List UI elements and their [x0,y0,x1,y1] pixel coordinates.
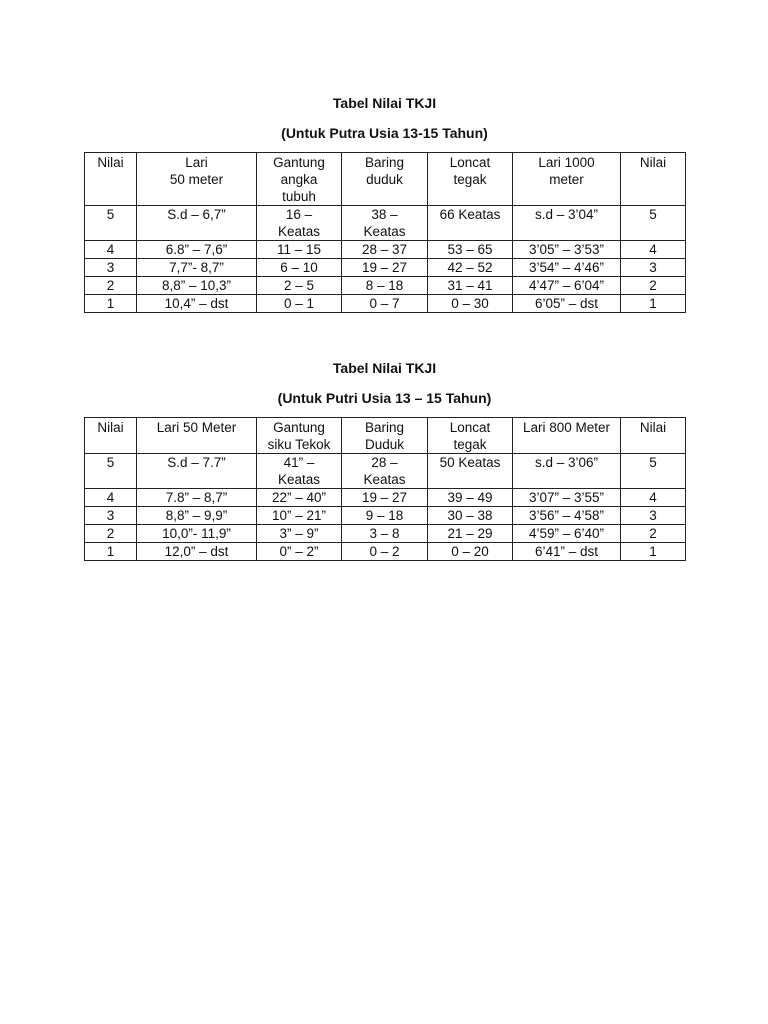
cell-text: 50 Keatas [439,455,501,470]
cell-text: tegak [453,172,487,187]
table-cell [85,454,137,489]
column-header [513,153,621,206]
table-cell [428,525,513,543]
table-cell [428,259,513,277]
column-header [85,418,137,454]
table-cell [137,507,257,525]
cell-text: 3 [649,260,657,275]
column-header [621,153,686,206]
table-header [85,418,686,454]
header-row [85,153,686,206]
cell-text: 4 [106,490,115,505]
cell-text: 11 – 15 [276,242,322,257]
column-header [428,153,513,206]
cell-text: 3’05” – 3’53” [528,242,605,257]
table-cell [137,277,257,295]
cell-text: 4 [649,242,657,257]
cell-text: 5 [649,455,657,470]
table-body [85,454,686,561]
table-row [85,507,686,525]
cell-text: 3” – 9” [279,526,319,541]
cell-text: Keatas [363,224,406,239]
table-cell [428,543,513,561]
cell-text: Baring [364,155,405,170]
cell-text: 10,4” – dst [164,296,229,311]
table-cell [513,507,621,525]
cell-text: 19 – 27 [361,260,408,275]
table-cell [137,489,257,507]
column-header [342,153,428,206]
cell-text: 9 – 18 [365,508,404,523]
cell-text: 1 [106,296,115,311]
cell-text: 42 – 52 [447,260,493,275]
cell-text: Nilai [639,420,667,435]
table-cell [85,525,137,543]
table-cell [513,454,621,489]
cell-text: duduk [366,172,403,187]
cell-text: s.d – 3’06” [534,455,599,470]
table-row [85,241,686,259]
table-cell [513,241,621,259]
table-cell [621,277,686,295]
column-header [257,153,342,206]
table-cell [257,489,342,507]
table-cell [137,206,257,241]
column-header [85,153,137,206]
cell-text: 1 [649,296,657,311]
cell-text: 1 [106,544,115,559]
cell-text: 2 [649,278,657,293]
table-cell [513,277,621,295]
cell-text: 0 – 30 [451,296,489,311]
column-header [137,153,257,206]
table-cell [342,295,428,313]
table-cell [257,543,342,561]
column-header [428,418,513,454]
table-cell [342,206,428,241]
table-cell [621,206,686,241]
table-cell [342,454,428,489]
table-cell [513,206,621,241]
cell-text: 7.8” – 8,7” [165,490,228,505]
cell-text: 1 [649,544,657,559]
cell-text: s.d – 3’04” [534,207,599,222]
putri-table-section [84,360,685,561]
table-cell [257,241,342,259]
cell-text: 6’05” – dst [534,296,599,311]
column-header [342,418,428,454]
table-cell [621,241,686,259]
table-cell [342,241,428,259]
cell-text: 5 [649,207,657,222]
table-cell [428,489,513,507]
table-cell [621,543,686,561]
column-header [137,418,257,454]
table-cell [137,525,257,543]
cell-text: Gantung [273,155,325,170]
table-body [85,206,686,313]
cell-text: 3 [106,508,115,523]
table-cell [137,259,257,277]
table-cell [85,277,137,295]
cell-text: 28 – 37 [361,242,408,257]
cell-text: 31 – 41 [447,278,493,293]
cell-text: 19 – 27 [361,490,408,505]
cell-text: 5 [106,207,115,222]
table-cell [342,489,428,507]
cell-text: S.d – 6,7” [167,207,226,222]
cell-text: 0” – 2” [279,544,319,559]
table-header [85,153,686,206]
cell-text: tubuh [282,189,316,204]
cell-text: Keatas [363,472,406,487]
cell-text: 3 [649,508,657,523]
table-cell [85,206,137,241]
cell-text: tegak [453,437,487,452]
table-cell [342,259,428,277]
table-subtitle: (Untuk Putra Usia 13-15 Tahun) [281,125,488,141]
table-row [85,277,686,295]
table-cell [621,259,686,277]
cell-text: 2 [649,526,657,541]
cell-text: S.d – 7.7” [167,455,226,470]
cell-text: Keatas [277,224,321,239]
cell-text: 6.8” – 7,6” [165,242,228,257]
table-title: Tabel Nilai TKJI [332,360,437,376]
cell-text: 0 – 1 [283,296,315,311]
table-cell [257,507,342,525]
cell-text: 39 – 49 [447,490,493,505]
table-subtitle: (Untuk Putri Usia 13 – 15 Tahun) [277,390,492,406]
cell-text: 4 [106,242,115,257]
cell-text: Lari 1000 [538,155,595,170]
table-cell [621,489,686,507]
cell-text: 4 [649,490,657,505]
cell-text: Baring [364,420,405,435]
cell-text: 7,7”- 8,7” [169,260,224,275]
cell-text: 0 – 20 [451,544,489,559]
table-cell [428,507,513,525]
table-cell [137,454,257,489]
score-table-putra [84,152,686,313]
table-cell [428,206,513,241]
cell-text: Loncat [449,155,491,170]
table-row [85,295,686,313]
table-cell [621,295,686,313]
cell-text: 3’56” – 4’58” [528,508,605,523]
table-row [85,489,686,507]
cell-text: 8,8” – 9,9” [165,508,228,523]
table-cell [428,295,513,313]
table-cell [621,454,686,489]
table-cell [257,259,342,277]
cell-text: 50 meter [169,172,224,187]
table-cell [85,489,137,507]
cell-text: 38 – [371,207,398,222]
cell-text: 22” – 40” [271,490,327,505]
cell-text: 41” – [283,455,315,470]
table-cell [428,454,513,489]
cell-text: 10,0”- 11,9” [162,526,231,541]
cell-text: siku Tekok [267,437,331,452]
column-header [257,418,342,454]
table-cell [342,507,428,525]
putra-table-section [84,95,685,313]
table-cell [137,295,257,313]
table-cell [85,241,137,259]
cell-text: 2 – 5 [283,278,315,293]
cell-text: 3 [106,260,115,275]
cell-text: 0 – 2 [369,544,400,559]
cell-text: 3’07” – 3’55” [528,490,605,505]
table-cell [137,543,257,561]
cell-text: 6 – 10 [280,260,318,275]
table-row [85,525,686,543]
table-cell [137,241,257,259]
cell-text: 5 [106,455,115,470]
cell-text: 4’47” – 6’04” [528,278,605,293]
cell-text: 28 – [371,455,398,470]
header-row [85,418,686,454]
cell-text: Nilai [97,420,124,435]
table-cell [513,259,621,277]
cell-text: 21 – 29 [447,526,493,541]
cell-text: 2 [106,278,115,293]
cell-text: 3 – 8 [369,526,400,541]
cell-text: Nilai [97,155,124,170]
table-cell [85,259,137,277]
column-header [621,418,686,454]
cell-text: 0 – 7 [369,296,400,311]
column-header [513,418,621,454]
cell-text: 8 – 18 [365,278,404,293]
table-title: Tabel Nilai TKJI [332,95,437,111]
cell-text: 6’41” – dst [534,544,599,559]
table-cell [342,277,428,295]
cell-text: 3’54” – 4’46” [528,260,605,275]
table-cell [513,543,621,561]
cell-text: 30 – 38 [447,508,493,523]
table-cell [257,295,342,313]
cell-text: Lari 800 Meter [522,420,611,435]
cell-text: 16 – [285,207,313,222]
table-cell [513,525,621,543]
table-cell [342,525,428,543]
cell-text: Lari 50 Meter [156,420,237,435]
cell-text: 2 [106,526,115,541]
table-cell [342,543,428,561]
table-cell [621,507,686,525]
cell-text: Gantung [273,420,325,435]
table-row [85,543,686,561]
cell-text: meter [549,172,584,187]
cell-text: 10” – 21” [271,508,327,523]
table-cell [513,295,621,313]
cell-text: angka [280,172,318,187]
table-row [85,259,686,277]
table-cell [621,525,686,543]
cell-text: Lari [185,155,208,170]
cell-text: 66 Keatas [439,207,501,222]
table-row [85,206,686,241]
table-row [85,454,686,489]
table-cell [85,507,137,525]
cell-text: Nilai [639,155,667,170]
table-cell [257,525,342,543]
table-cell [85,543,137,561]
table-cell [513,489,621,507]
table-cell [257,454,342,489]
table-cell [428,241,513,259]
cell-text: 53 – 65 [447,242,493,257]
cell-text: Duduk [364,437,405,452]
cell-text: Keatas [277,472,321,487]
cell-text: 12,0” – dst [164,544,229,559]
cell-text: 8,8” – 10,3” [161,278,232,293]
score-table-putri [84,417,686,561]
table-cell [428,277,513,295]
table-cell [257,206,342,241]
table-cell [257,277,342,295]
cell-text: 4’59” – 6’40” [528,526,605,541]
cell-text: Loncat [449,420,491,435]
table-cell [85,295,137,313]
